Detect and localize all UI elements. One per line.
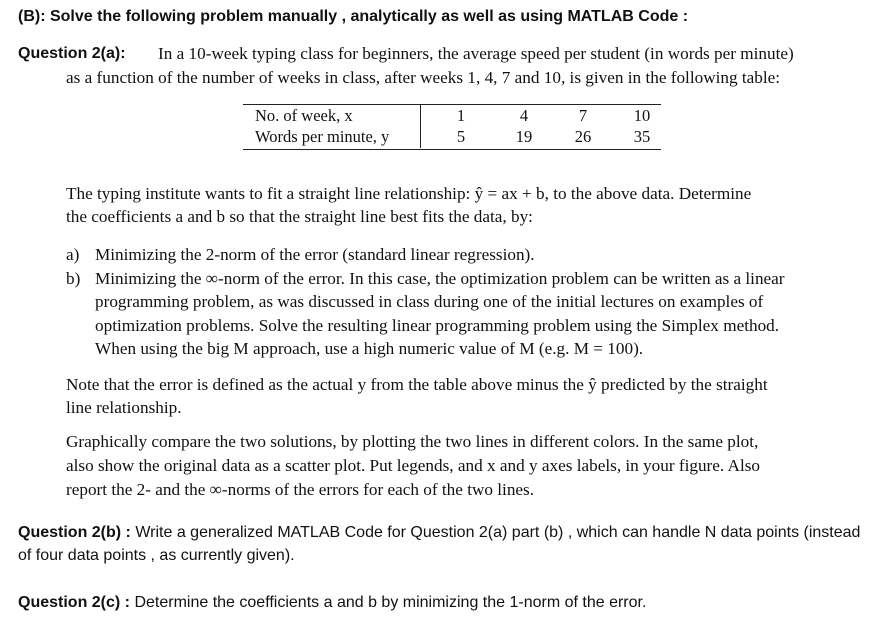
graph-line-3: report the 2- and the ∞-norms of the errors for each of the two lines. <box>66 480 535 499</box>
section-header: (B): Solve the following problem manually , analytically as well as using MATLAB Code : <box>18 8 689 25</box>
item-b-line-3: optimization problems. Solve the resulting linear programming problem using the Simplex method. <box>95 316 780 335</box>
question-2c-label: Question 2(c) : <box>18 594 131 611</box>
question-2b-label: Question 2(b) : <box>18 524 131 541</box>
question-2a-label: Question 2(a): <box>18 45 126 62</box>
fit-line-2: the coefficients a and b so that the straight line best fits the data, by: <box>66 207 533 226</box>
table-cell: 1 <box>456 106 466 125</box>
table-cell: 10 <box>633 106 651 125</box>
graph-line-2: also show the original data as a scatter plot. Put legends, and x and y axes labels, in your figure. Also <box>66 456 761 475</box>
question-2b-text: Write a generalized MATLAB Code for Question 2(a) part (b) , which can handle N data points (instead of four data points , as currently given). <box>18 524 861 564</box>
question-2a-line-1: In a 10-week typing class for beginners, the average speed per student (in words per minute) <box>158 44 794 63</box>
note-line-1: Note that the error is defined as the actual y from the table above minus the ŷ predicted by the straight <box>66 375 768 394</box>
question-2b <box>18 521 868 567</box>
item-a-text: Minimizing the 2-norm of the error (standard linear regression). <box>95 245 535 264</box>
table-top-rule <box>243 104 661 105</box>
table-cell: 19 <box>515 127 533 146</box>
item-b-line-1: Minimizing the ∞-norm of the error. In this case, the optimization problem can be written as a linear <box>95 269 785 288</box>
table-cell: 7 <box>578 106 588 125</box>
question-2a-line-2: as a function of the number of weeks in class, after weeks 1, 4, 7 and 10, is given in the following table: <box>66 68 781 87</box>
table-cell: 4 <box>519 106 529 125</box>
item-b-line-2: programming problem, as was discussed in class during one of the initial lectures on examples of <box>95 292 764 311</box>
table-cell: 5 <box>456 127 466 146</box>
item-a-marker: a) <box>66 245 80 264</box>
question-2c-text: Determine the coefficients a and b by minimizing the 1-norm of the error. <box>130 594 647 611</box>
note-line-2: line relationship. <box>66 398 182 417</box>
table-cell: 35 <box>633 127 651 146</box>
table-row-label: Words per minute, y <box>255 127 390 146</box>
item-b-line-4: When using the big M approach, use a high numeric value of M (e.g. M = 100). <box>95 339 644 358</box>
table-bottom-rule <box>243 149 661 150</box>
table-row-label: No. of week, x <box>255 106 353 125</box>
table-row-words <box>243 127 661 149</box>
table-row-weeks <box>243 106 661 128</box>
fit-line-1: The typing institute wants to fit a straight line relationship: ŷ = ax + b, to the above data. Determine <box>66 184 752 203</box>
graph-line-1: Graphically compare the two solutions, by plotting the two lines in different colors. In the same plot, <box>66 432 759 451</box>
item-b-marker: b) <box>66 269 81 288</box>
question-2c <box>18 591 868 614</box>
table-cell: 26 <box>574 127 592 146</box>
